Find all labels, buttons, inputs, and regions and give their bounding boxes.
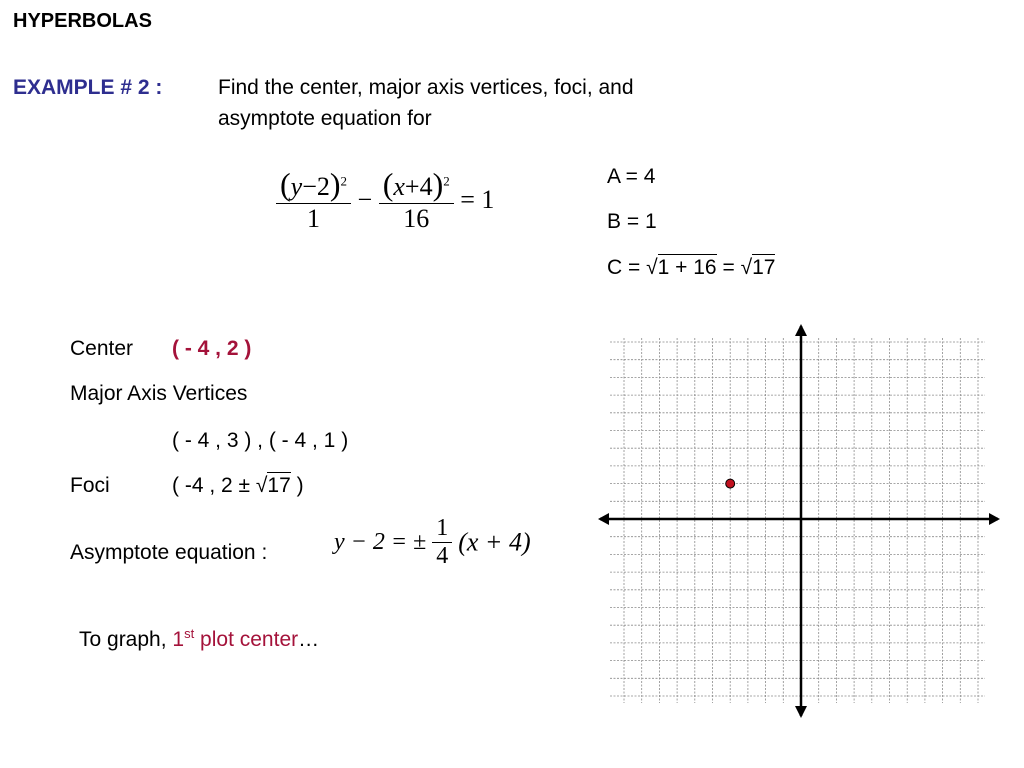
grid-lines [610, 338, 985, 703]
sqrt-symbol: √ [646, 256, 658, 279]
foci-label: Foci [70, 474, 110, 497]
asymptote-equation: y − 2 = ± $\frac{1}{4}$ (x + 4) [334, 515, 531, 569]
equation-fraction-x: $\frac{(x+4)^2}{16}$ [379, 166, 454, 234]
foci-value: ( -4 , 2 ± √17 ) [172, 474, 304, 497]
value-c: C = √1 + 16 = √17 [607, 256, 776, 279]
center-label: Center [70, 337, 134, 360]
value-a: A = 4 [607, 165, 656, 188]
plotted-center-point [726, 479, 735, 488]
coordinate-grid [590, 318, 1010, 724]
prompt-line-1: Find the center, major axis vertices, foci, and [218, 76, 634, 99]
asymptote-fraction: $\frac{1}{4}$ [432, 515, 452, 570]
page-title: HYPERBOLAS [13, 10, 152, 32]
vertices-value: ( - 4 , 3 ) , ( - 4 , 1 ) [172, 429, 349, 452]
value-b: B = 1 [607, 210, 657, 233]
vertices-label: Major Axis Vertices [70, 382, 248, 405]
hyperbola-equation [276, 166, 494, 234]
y-axis-arrow-down [795, 706, 807, 718]
y-axis-arrow-up [795, 324, 807, 336]
x-axis-arrow-left [598, 513, 609, 525]
equation-fraction-y: $\frac{(y-2)^2}{1}$ [276, 166, 351, 234]
example-label: EXAMPLE # 2 : [13, 76, 163, 99]
graph-instruction: To graph, 1st plot center… [79, 626, 320, 651]
sqrt-symbol: √ [740, 256, 753, 279]
x-axis-arrow-right [989, 513, 1000, 525]
equation-rhs: = 1 [460, 185, 495, 214]
center-value: ( - 4 , 2 ) [172, 337, 252, 360]
equation-minus: − [357, 185, 373, 214]
sqrt-symbol: √ [255, 474, 268, 497]
asymptote-label: Asymptote equation : [70, 541, 268, 564]
prompt-line-2: asymptote equation for [218, 107, 432, 130]
